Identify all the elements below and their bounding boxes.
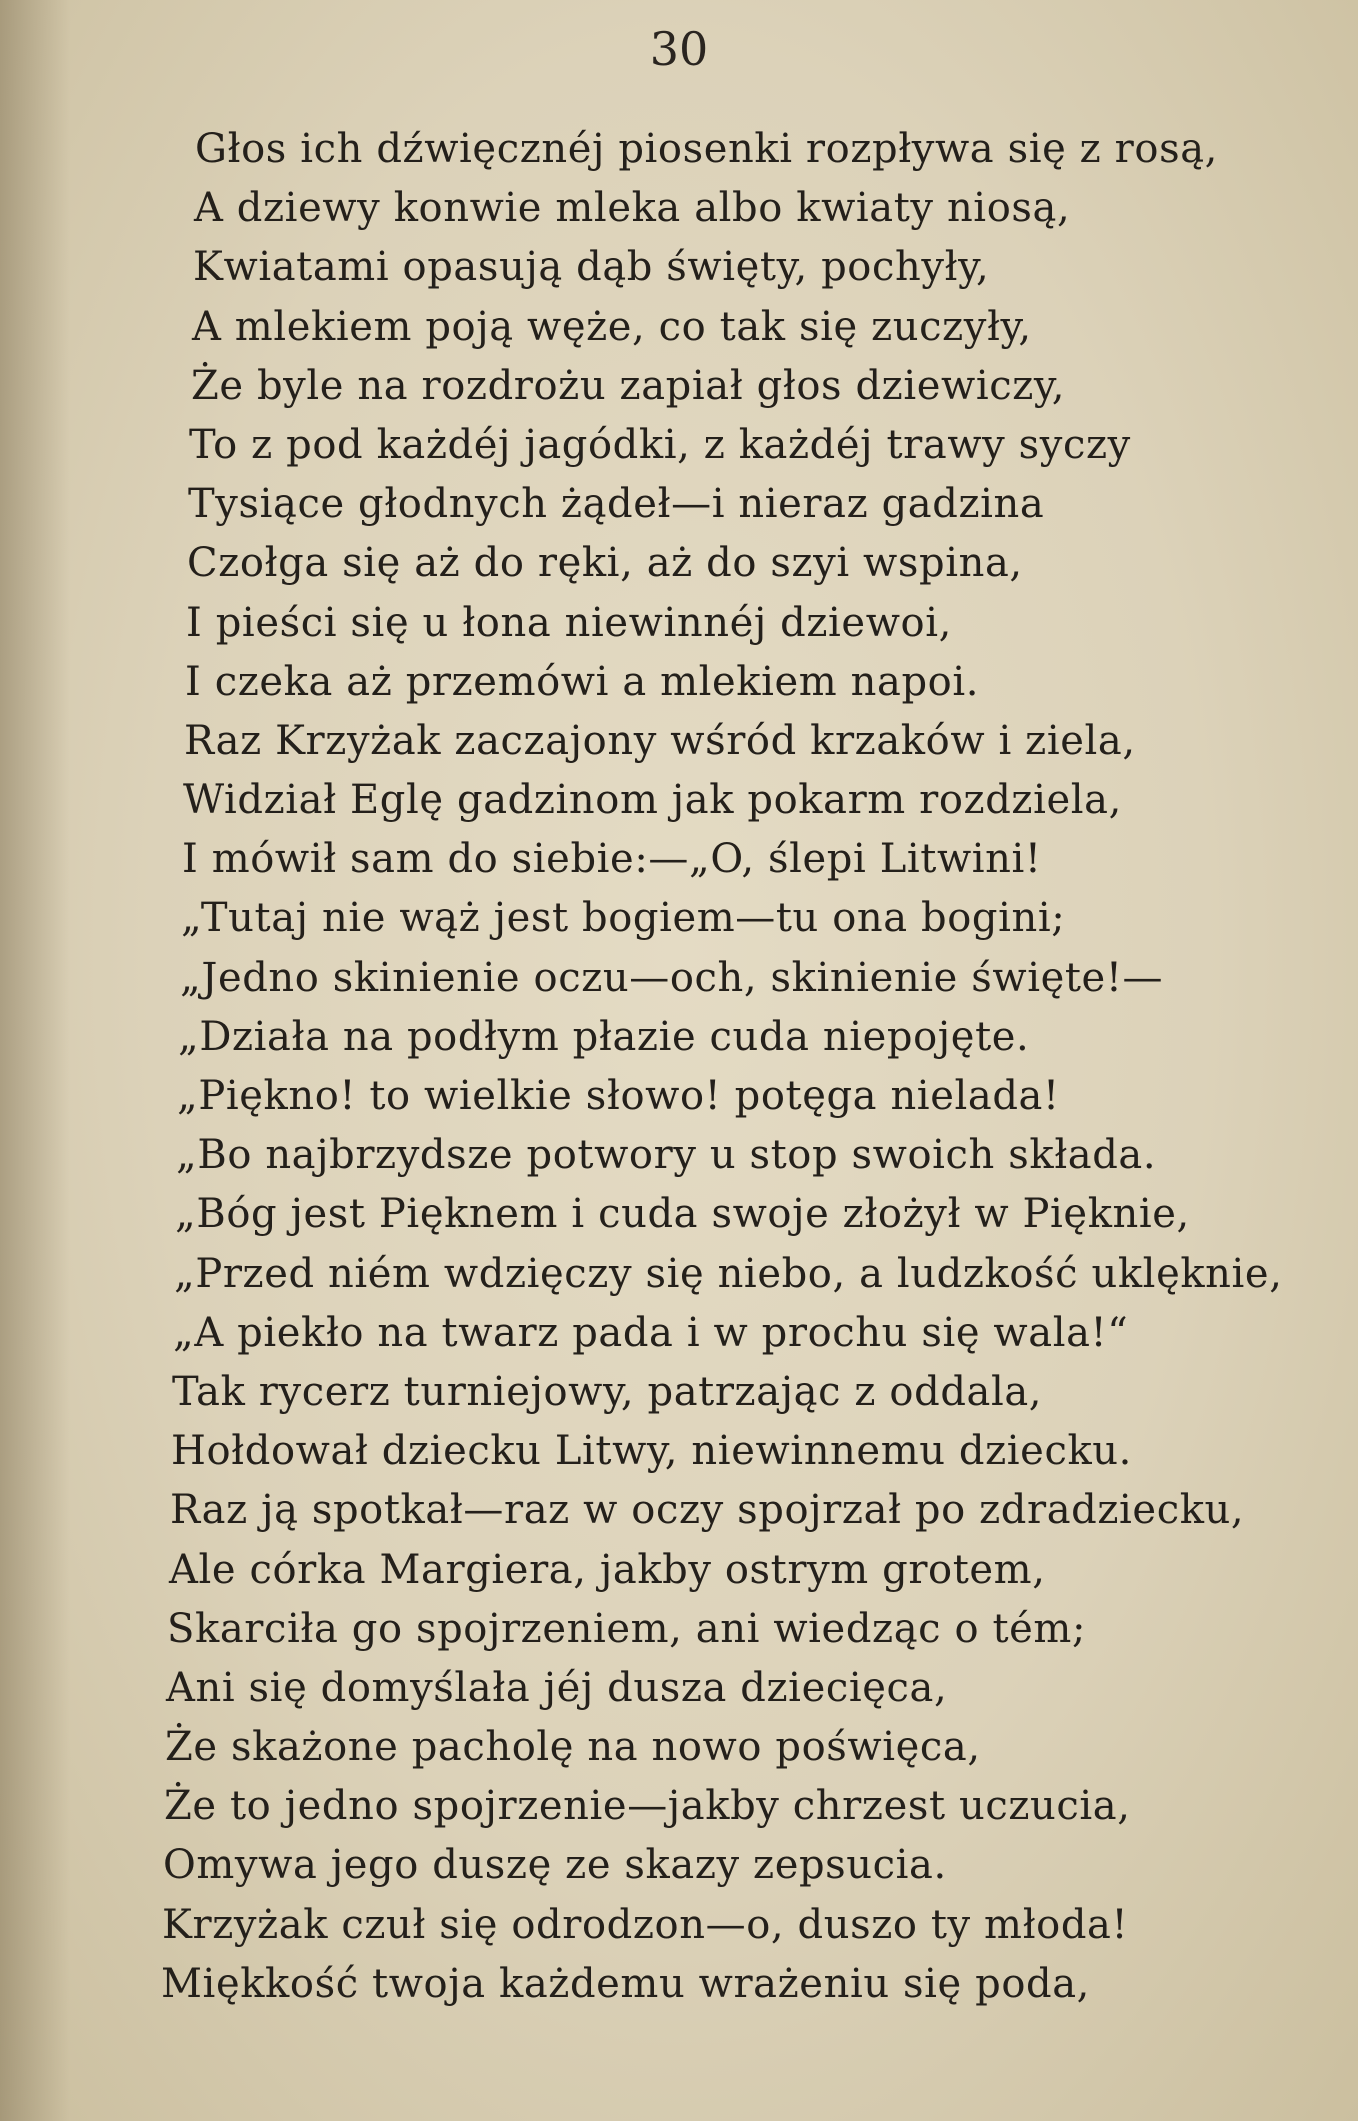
poem-line: Widział Eglę gadzinom jak pokarm rozdziela, xyxy=(183,777,1122,824)
poem-line: „Tutaj nie wąż jest bogiem—tu ona bogini; xyxy=(181,895,1066,942)
poem-line: „Jedno skinienie oczu—och, skinienie święte!— xyxy=(180,954,1164,1001)
page-edge-shadow xyxy=(0,0,70,2121)
poem-line: Tak rycerz turniejowy, patrzając z oddala, xyxy=(172,1368,1043,1415)
poem-line: I mówił sam do siebie:—„O, ślepi Litwini! xyxy=(182,836,1042,883)
poem-line: „Działa na podłym płazie cuda niepojęte. xyxy=(178,1013,1030,1060)
poem-line: Tysiące głodnych żądeł—i nieraz gadzina xyxy=(188,481,1045,528)
poem-text xyxy=(161,120,1325,2014)
poem-line: I pieści się u łona niewinnéj dziewoi, xyxy=(186,599,952,646)
poem-line: I czeka aż przemówi a mlekiem napoi. xyxy=(185,658,980,705)
poem-line: Ale córka Margiera, jakby ostrym grotem, xyxy=(169,1546,1046,1593)
poem-line: „Przed niém wdzięczy się niebo, a ludzkość uklęknie, xyxy=(174,1250,1283,1297)
poem-line: „Bóg jest Pięknem i cuda swoje złożył w Pięknie, xyxy=(175,1191,1190,1238)
poem-line: Kwiatami opasują dąb święty, pochyły, xyxy=(193,244,990,291)
poem-line: To z pod każdéj jagódki, z każdéj trawy syczy xyxy=(189,421,1131,468)
poem-line: Miękkość twoja każdemu wrażeniu się poda, xyxy=(161,1960,1090,2007)
poem-line: Krzyżak czuł się odrodzon—o, duszo ty młoda! xyxy=(162,1901,1129,1948)
poem-line: „Piękno! to wielkie słowo! potęga nielada! xyxy=(177,1073,1060,1119)
poem-line: Że byle na rozdrożu zapiał głos dziewiczy, xyxy=(191,362,1066,409)
poem-line: „Bo najbrzydsze potwory u stop swoich składa. xyxy=(176,1132,1157,1179)
poem-line: Hołdował dziecku Litwy, niewinnemu dziecku. xyxy=(171,1428,1132,1475)
poem-line: Czołga się aż do ręki, aż do szyi wspina, xyxy=(187,540,1023,587)
poem-line: Że skażone pacholę na nowo poświęca, xyxy=(165,1724,981,1771)
poem-line: Że to jedno spojrzenie—jakby chrzest uczucia, xyxy=(164,1783,1131,1830)
poem-line: A dziewy konwie mleka albo kwiaty niosą, xyxy=(194,185,1071,232)
poem-line: A mlekiem poją węże, co tak się zuczyły, xyxy=(192,303,1032,350)
poem-line: Omywa jego duszę ze skazy zepsucia. xyxy=(163,1842,947,1889)
poem-line: Ani się domyślała jéj dusza dziecięca, xyxy=(166,1664,948,1711)
poem-line: „A piekło na twarz pada i w prochu się wala!“ xyxy=(173,1309,1129,1356)
poem-line: Raz Krzyżak zaczajony wśród krzaków i ziela, xyxy=(184,717,1136,764)
poem-line: Głos ich dźwięcznéj piosenki rozpływa się z rosą, xyxy=(195,126,1218,172)
poem-line: Skarciła go spojrzeniem, ani wiedząc o tém; xyxy=(167,1605,1087,1652)
page-number: 30 xyxy=(649,22,709,76)
poem-line: Raz ją spotkał—raz w oczy spojrzał po zdradziecku, xyxy=(170,1487,1245,1534)
